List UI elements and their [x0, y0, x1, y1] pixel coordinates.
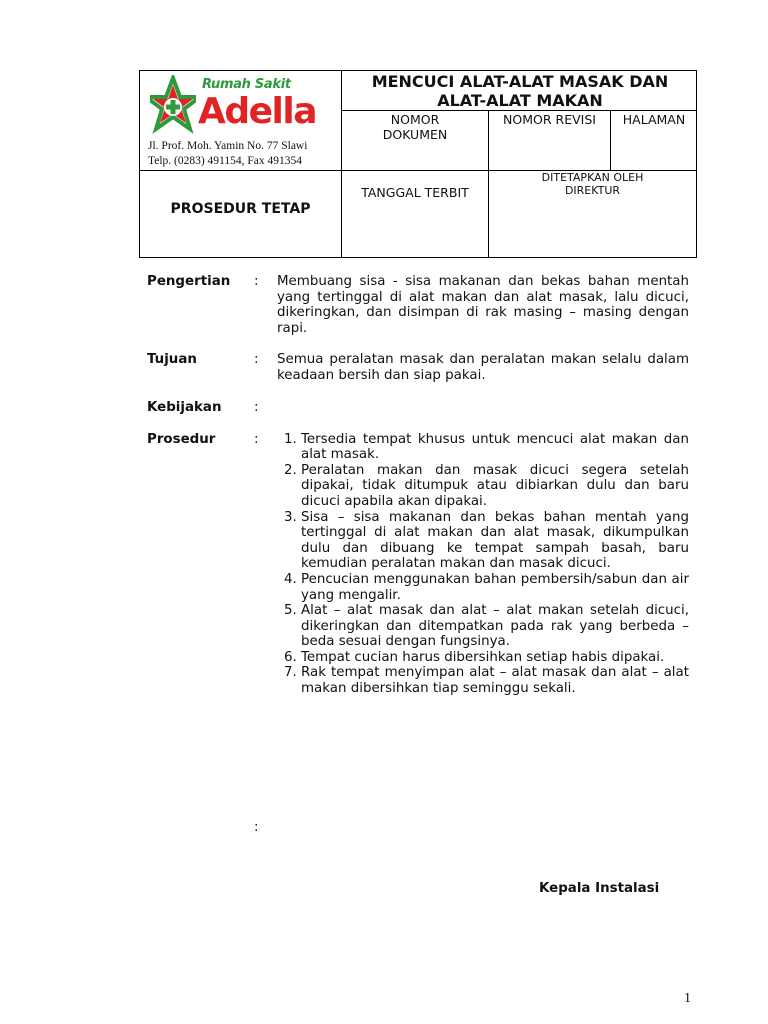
tanggal-terbit-cell [342, 185, 488, 200]
list-item: 2. Peralatan makan dan masak dicuci segera setelah dipakai, tidak ditumpuk atau dibiarkan dulu dan baru dicuci apabila akan dipakai. [301, 463, 689, 510]
header-table [139, 70, 697, 258]
colon: : [254, 399, 259, 415]
unit-terkait-colon: : [254, 820, 259, 835]
logo-big-text: Adella [198, 91, 317, 132]
list-item: 1. Tersedia tempat khusus untuk mencuci alat makan dan alat masak. [301, 432, 689, 463]
nomor-revisi-label: NOMOR REVISI [503, 112, 596, 127]
tujuan-row [147, 352, 689, 383]
ditetapkan-label: DIREKTUR [564, 184, 621, 197]
logo-small-text: Rumah Sakit [202, 77, 291, 92]
list-item: 3. Sisa – sisa makanan dan bekas bahan mentah yang tertinggal di alat makan dan alat masak, dikumpulkan dulu dan dibuang ke tempat sampah basah, baru kemudian peralatan makan dan masak dicuci. [301, 510, 689, 572]
prosedur-tetap-label: PROSEDUR TETAP [170, 201, 311, 217]
phone-line: Telp. (0283) 491154, Fax 491354 [148, 155, 303, 167]
kebijakan-row [147, 400, 689, 416]
nomor-dokumen-label: NOMOR [390, 112, 440, 127]
procedure-content [147, 274, 689, 697]
hospital-logo-icon [150, 75, 196, 139]
title-line: MENCUCI ALAT-ALAT MASAK DAN [371, 72, 669, 91]
pengertian-label: Pengertian [147, 274, 231, 289]
nomor-dokumen-label: DOKUMEN [382, 127, 448, 142]
hospital-logo-block [140, 71, 341, 170]
colon: : [254, 274, 259, 289]
pengertian-text: Membuang sisa - sisa makanan dan bekas bahan mentah yang tertinggal di alat makan dan alat masak, lalu dicuci, dikeringkan, dan disimpan di rak masing – masing dengan rapi. [277, 274, 689, 336]
kebijakan-label: Kebijakan [147, 399, 222, 415]
ditetapkan-label: DITETAPKAN OLEH [541, 171, 644, 184]
pengertian-row [147, 274, 689, 336]
colon: : [254, 431, 259, 447]
address-line: Jl. Prof. Moh. Yamin No. 77 Slawi [148, 140, 308, 152]
list-item: 6. Tempat cucian harus dibersihkan setiap habis dipakai. [301, 650, 689, 666]
tujuan-text: Semua peralatan masak dan peralatan makan selalu dalam keadaan bersih dan siap pakai. [277, 352, 689, 383]
nomor-revisi-cell [489, 112, 610, 127]
signature-title: Kepala Instalasi [539, 881, 660, 896]
list-item: 5. Alat – alat masak dan alat – alat makan setelah dicuci, dikeringkan dan ditempatkan pada rak yang berbeda – beda sesuai dengan fungsinya. [301, 603, 689, 650]
halaman-cell [611, 112, 697, 127]
prosedur-tetap-cell [140, 201, 341, 217]
prosedur-row [147, 432, 689, 697]
page-number: 1 [684, 991, 691, 1006]
tanggal-terbit-label: TANGGAL TERBIT [361, 185, 469, 200]
halaman-label: HALAMAN [622, 112, 686, 127]
nomor-dokumen-cell [342, 112, 488, 142]
colon: : [254, 352, 259, 368]
title-line: ALAT-ALAT MAKAN [437, 91, 603, 110]
prosedur-label: Prosedur [147, 431, 216, 447]
prosedur-steps [277, 432, 689, 697]
prosedur-list [277, 432, 689, 697]
tujuan-label: Tujuan [147, 352, 197, 368]
list-item: 7. Rak tempat menyimpan alat – alat masak dan alat – alat makan dibersihkan tiap seminggu sekali. [301, 665, 689, 696]
list-item: 4. Pencucian menggunakan bahan pembersih/sabun dan air yang mengalir. [301, 572, 689, 603]
document-title [342, 71, 698, 112]
ditetapkan-cell [489, 171, 696, 197]
